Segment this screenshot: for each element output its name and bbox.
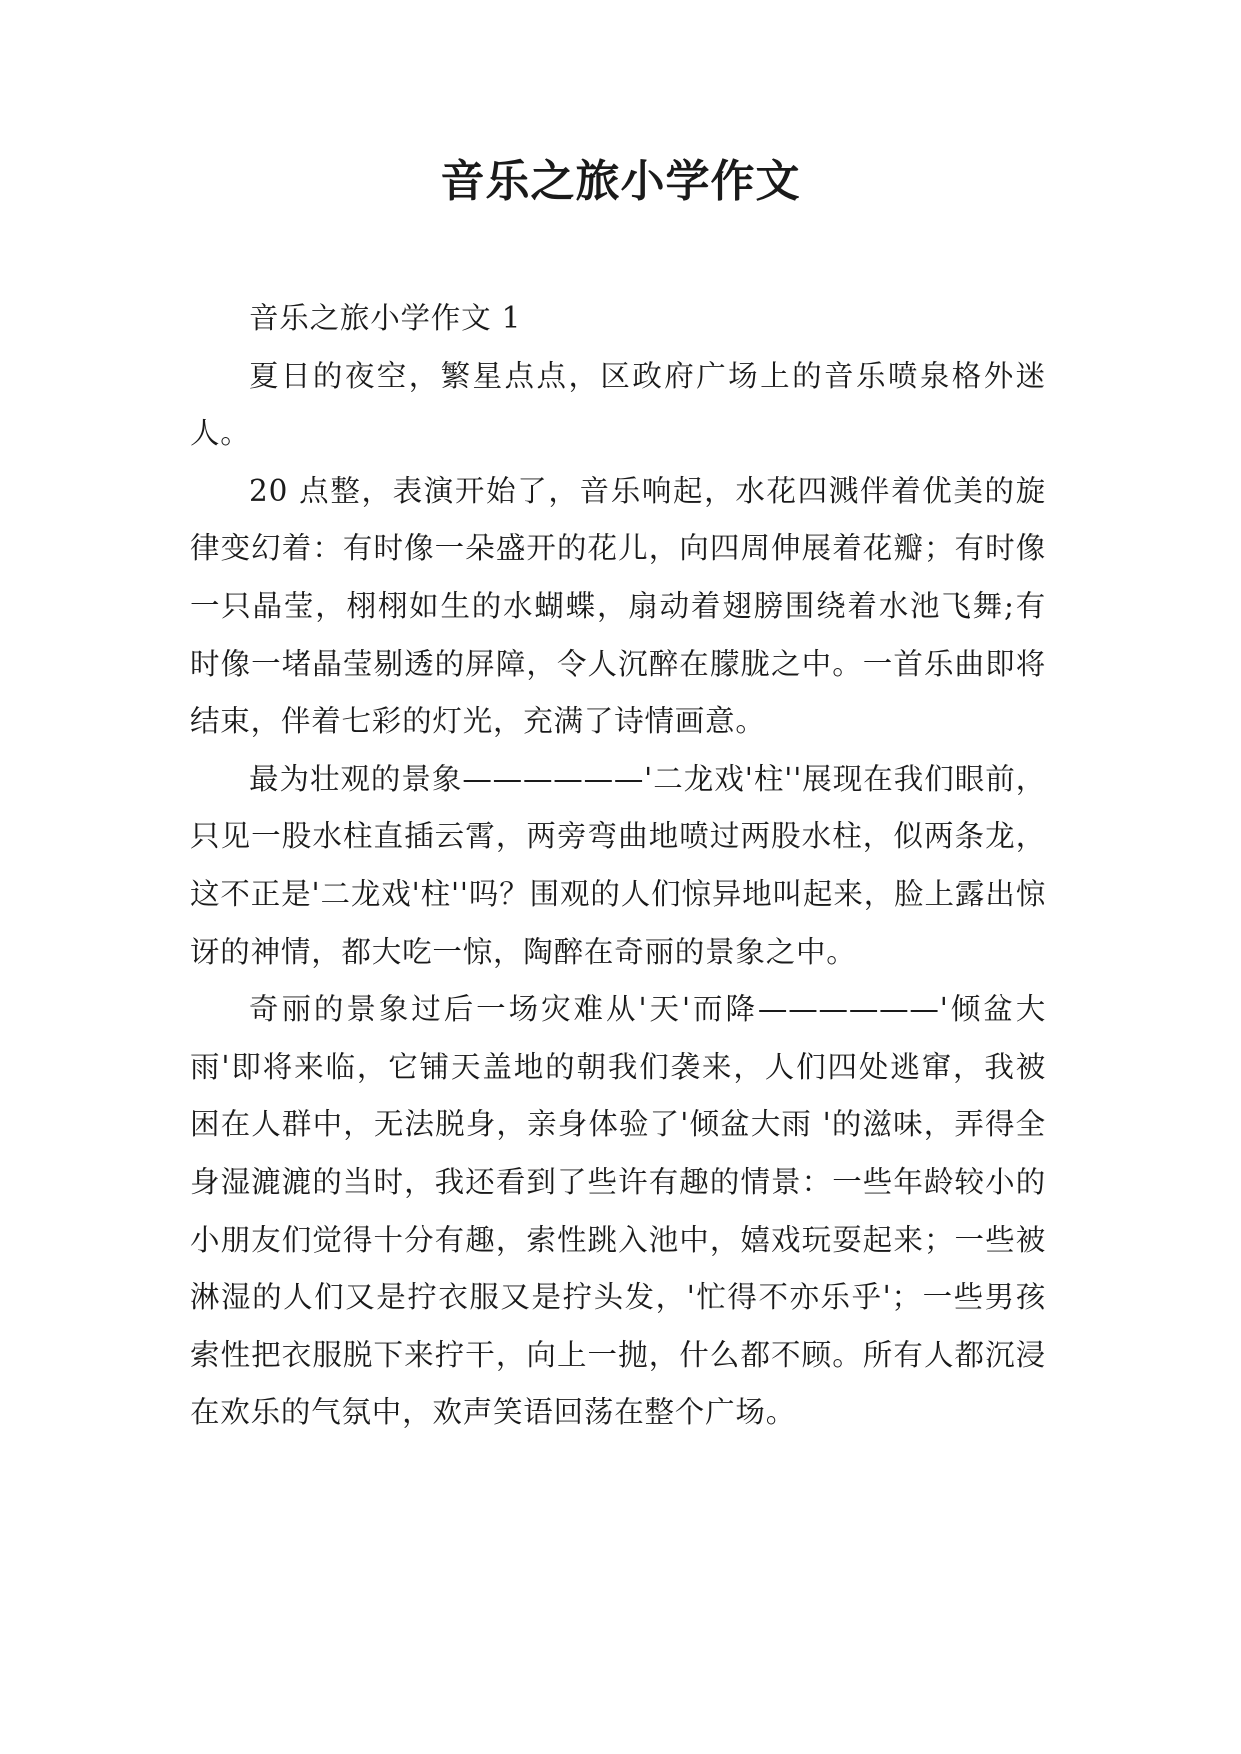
document-title: 音乐之旅小学作文 [440,156,801,207]
paragraph: 奇丽的景象过后一场灾难从'天'而降——————'倾盆大雨'即将来临，它铺天盖地的朝我们袭来，人们四处逃窜，我被困在人群中，无法脱身，亲身体验了'倾盆大雨 '的滋味，弄得全身湿漉漉的当时，我还看到了些许有趣的情景：一些年龄较小的小朋友们觉得十分有趣，索性跳入池中，嬉戏玩耍起来；一些被淋湿的人们又是拧衣服又是拧头发，'忙得不亦乐乎'；一些男孩索性把衣服脱下来拧干，向上一抛，什么都不顾。所有人都沉浸在欢乐的气氛中，欢声笑语回荡在整个广场。 [190,992,1046,1430]
essay-subtitle: 音乐之旅小学作文 1 [249,301,522,335]
paragraph: 20 点整，表演开始了，音乐响起，水花四溅伴着优美的旋律变幻着：有时像一朵盛开的花儿，向四周伸展着花瓣；有时像一只晶莹，栩栩如生的水蝴蝶，扇动着翅膀围绕着水池飞舞;有时像一堵晶莹剔透的屏障，令人沉醉在朦胧之中。一首乐曲即将结束，伴着七彩的灯光，充满了诗情画意。 [190,473,1046,739]
document-body [190,290,1046,1442]
paragraph: 最为壮观的景象——————'二龙戏'柱''展现在我们眼前，只见一股水柱直插云霄，两旁弯曲地喷过两股水柱，似两条龙，这不正是'二龙戏'柱''吗？围观的人们惊异地叫起来，脸上露出惊讶的神情，都大吃一惊，陶醉在奇丽的景象之中。 [190,761,1046,969]
paragraph: 夏日的夜空，繁星点点，区政府广场上的音乐喷泉格外迷人。 [190,358,1046,451]
